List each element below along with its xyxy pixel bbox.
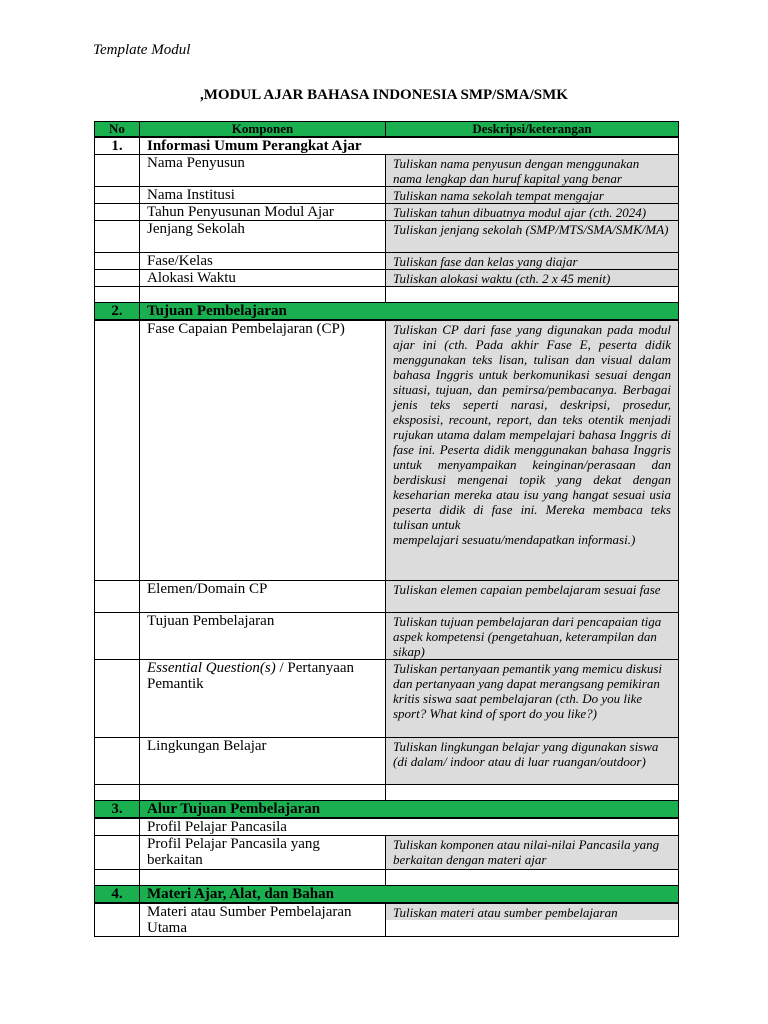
deskripsi-cell bbox=[386, 320, 679, 580]
section-row-2 bbox=[95, 303, 679, 321]
section-row-4 bbox=[95, 885, 679, 903]
section-number: 3. bbox=[95, 800, 140, 818]
empty-cell bbox=[140, 869, 386, 885]
section-title: Informasi Umum Perangkat Ajar bbox=[140, 137, 679, 155]
komponen-cell: Tahun Penyusunan Modul Ajar bbox=[140, 204, 386, 221]
deskripsi-cell: Tuliskan pertanyaan pemantik yang memicu diskusi dan pertanyaan yang dapat merangsang pemikiran kritis siswa saat pembelajaran (cth. Do you like sport? What kind of sport do you like?) bbox=[386, 659, 679, 737]
empty-cell bbox=[95, 835, 140, 869]
deskripsi-cell: Tuliskan lingkungan belajar yang digunakan siswa (di dalam/ indoor atau di luar ruangan/outdoor) bbox=[386, 737, 679, 784]
komponen-cell: Fase Capaian Pembelajaran (CP) bbox=[140, 320, 386, 580]
empty-cell bbox=[386, 784, 679, 800]
section-title: Tujuan Pembelajaran bbox=[140, 303, 679, 321]
deskripsi-cell: Tuliskan tujuan pembelajaran dari pencapaian tiga aspek kompetensi (pengetahuan, keterampilan dan sikap) bbox=[386, 612, 679, 659]
section-number: 4. bbox=[95, 885, 140, 903]
table-row bbox=[95, 221, 679, 253]
komponen-cell: Fase/Kelas bbox=[140, 253, 386, 270]
empty-cell bbox=[140, 287, 386, 303]
section-number: 2. bbox=[95, 303, 140, 321]
komponen-cell bbox=[140, 659, 386, 737]
spacer-row bbox=[95, 287, 679, 303]
empty-cell bbox=[95, 612, 140, 659]
empty-cell bbox=[95, 187, 140, 204]
empty-cell bbox=[95, 784, 140, 800]
section-title: Alur Tujuan Pembelajaran bbox=[140, 800, 679, 818]
template-label: Template Modul bbox=[93, 42, 191, 58]
deskripsi-cell: Tuliskan fase dan kelas yang diajar bbox=[386, 253, 679, 270]
empty-cell bbox=[95, 659, 140, 737]
header-deskripsi: Deskripsi/keterangan bbox=[386, 122, 679, 138]
cp-text-tail: mempelajari sesuatu/mendapatkan informasi.) bbox=[393, 532, 636, 547]
table-row bbox=[95, 818, 679, 836]
empty-cell bbox=[95, 155, 140, 187]
pertanyaan-pemantik-label: / Pertanyaan Pemantik bbox=[147, 659, 355, 692]
empty-cell bbox=[95, 320, 140, 580]
module-table bbox=[94, 121, 679, 937]
table-row bbox=[95, 320, 679, 580]
deskripsi-cell: Tuliskan nama penyusun dengan menggunakan nama lengkap dan huruf kapital yang benar bbox=[386, 155, 679, 187]
table-row bbox=[95, 580, 679, 612]
komponen-cell: Tujuan Pembelajaran bbox=[140, 612, 386, 659]
spacer-row bbox=[95, 869, 679, 885]
table-row bbox=[95, 204, 679, 221]
section-title: Materi Ajar, Alat, dan Bahan bbox=[140, 885, 679, 903]
empty-cell bbox=[95, 737, 140, 784]
komponen-cell: Profil Pelajar Pancasila yang berkaitan bbox=[140, 835, 386, 869]
empty-cell bbox=[386, 869, 679, 885]
empty-cell bbox=[95, 221, 140, 253]
komponen-cell: Nama Penyusun bbox=[140, 155, 386, 187]
empty-cell bbox=[95, 287, 140, 303]
komponen-cell: Profil Pelajar Pancasila bbox=[140, 818, 679, 836]
empty-cell bbox=[140, 784, 386, 800]
deskripsi-text: Tuliskan materi atau sumber pembelajaran bbox=[386, 904, 678, 920]
komponen-cell: Alokasi Waktu bbox=[140, 270, 386, 287]
empty-cell bbox=[386, 287, 679, 303]
spacer-row bbox=[95, 784, 679, 800]
table-row bbox=[95, 659, 679, 737]
header-no: No bbox=[95, 122, 140, 138]
empty-cell bbox=[95, 270, 140, 287]
essential-question-label: Essential Question(s) bbox=[147, 659, 276, 676]
section-number: 1. bbox=[95, 137, 140, 155]
empty-cell bbox=[95, 903, 140, 937]
deskripsi-cell: Tuliskan elemen capaian pembelajaram sesuai fase bbox=[386, 580, 679, 612]
deskripsi-cell: Tuliskan komponen atau nilai-nilai Pancasila yang berkaitan dengan materi ajar bbox=[386, 835, 679, 869]
empty-cell bbox=[95, 869, 140, 885]
empty-cell bbox=[95, 580, 140, 612]
document-title: ,MODUL AJAR BAHASA INDONESIA SMP/SMA/SMK bbox=[200, 87, 568, 103]
table-row bbox=[95, 253, 679, 270]
header-komponen: Komponen bbox=[140, 122, 386, 138]
table-row bbox=[95, 187, 679, 204]
deskripsi-cell: Tuliskan nama sekolah tempat mengajar bbox=[386, 187, 679, 204]
table-row bbox=[95, 270, 679, 287]
empty-cell bbox=[95, 253, 140, 270]
section-row-3 bbox=[95, 800, 679, 818]
deskripsi-cell bbox=[386, 903, 679, 937]
komponen-cell: Materi atau Sumber Pembelajaran Utama bbox=[140, 903, 386, 937]
komponen-cell: Elemen/Domain CP bbox=[140, 580, 386, 612]
cp-text: Tuliskan CP dari fase yang digunakan pada modul ajar ini (cth. Pada akhir Fase E, peserta didik menggunakan teks lisan, tulisan dan visual dalam bahasa Inggris untuk berkomunikasi sesuai dengan situasi, tujuan, dan pemirsa/pembacanya. Berbagai jenis teks seperti narasi, deskripsi, prosedur, eksposisi, recount, report, dan teks otentik menjadi rujukan utama dalam mempelajari bahasa Inggris di fase ini. Peserta didik menggunakan bahasa Inggris untuk menyampaikan keinginan/perasaan dan berdiskusi mengenai topik yang dekat dengan keseharian mereka atau isu yang hangat sesuai usia peserta didik di fase ini. Mereka membaca teks tulisan untuk bbox=[393, 322, 671, 532]
deskripsi-cell: Tuliskan tahun dibuatnya modul ajar (cth. 2024) bbox=[386, 204, 679, 221]
komponen-cell: Lingkungan Belajar bbox=[140, 737, 386, 784]
table-row bbox=[95, 612, 679, 659]
table-row bbox=[95, 835, 679, 869]
table-row bbox=[95, 737, 679, 784]
empty-cell bbox=[95, 204, 140, 221]
komponen-cell: Nama Institusi bbox=[140, 187, 386, 204]
table-header-row bbox=[95, 122, 679, 138]
table-row bbox=[95, 903, 679, 937]
table-row bbox=[95, 155, 679, 187]
empty-cell bbox=[95, 818, 140, 836]
deskripsi-cell: Tuliskan jenjang sekolah (SMP/MTS/SMA/SMK/MA) bbox=[386, 221, 679, 253]
deskripsi-cell: Tuliskan alokasi waktu (cth. 2 x 45 menit) bbox=[386, 270, 679, 287]
section-row-1 bbox=[95, 137, 679, 155]
komponen-cell: Jenjang Sekolah bbox=[140, 221, 386, 253]
